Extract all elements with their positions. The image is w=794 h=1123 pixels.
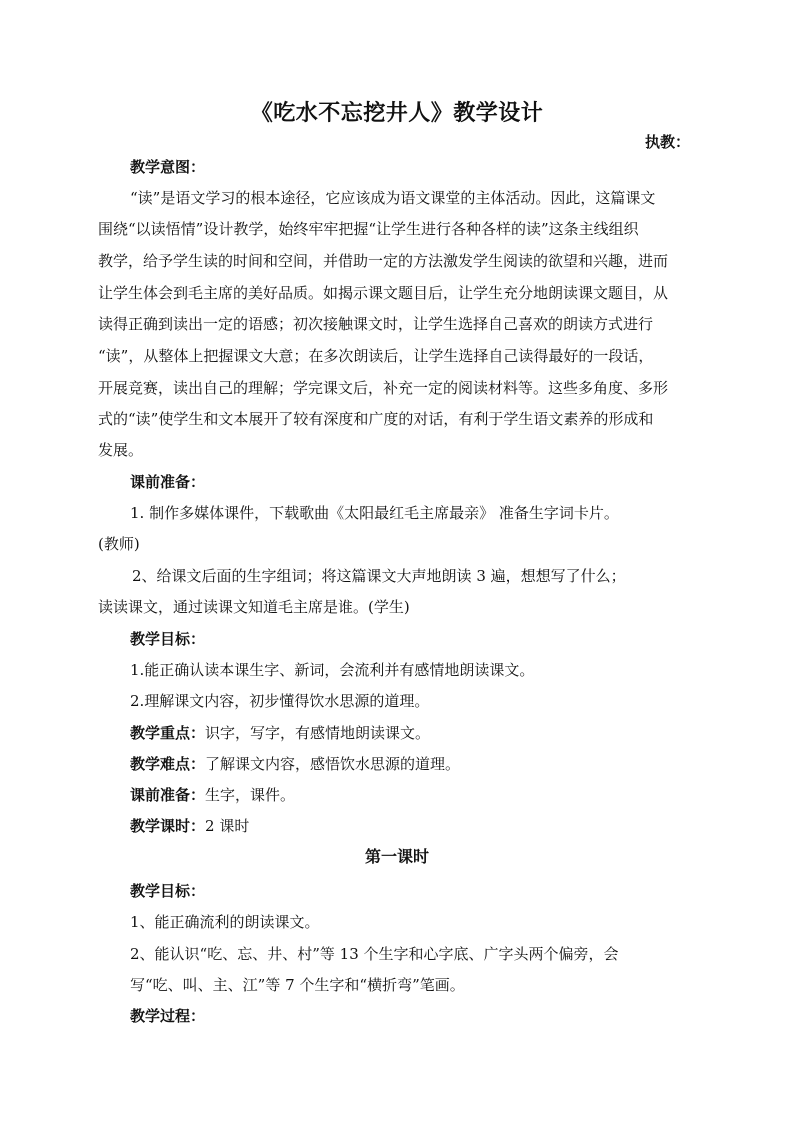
intent-line: 教学，给予学生读的时间和空间，并借助一定的方法激发学生阅读的欲望和兴趣，进而 xyxy=(98,252,669,270)
intent-line: 开展竞赛，读出自己的理解；学完课文后，补充一定的阅读材料等。这些多角度、多形 xyxy=(98,379,669,397)
difficulty xyxy=(130,754,460,774)
document-title: 《吃水不忘挖井人》教学设计 xyxy=(250,100,544,126)
intent-line: “读”是语文学习的根本途径，它应该成为语文课堂的主体活动。因此，这篇课文 xyxy=(130,189,656,207)
prep-materials-label: 课前准备： xyxy=(130,786,206,804)
key-point-text: 识字，写字，有感情地朗读课文。 xyxy=(205,724,431,742)
intent-line: 围绕“以读悟情”设计教学，始终牢牢把握“让学生进行各种各样的读”这条主线组织 xyxy=(98,220,639,238)
lesson1-goal: 2、能认识“吃、忘、井、村”等 13 个生字和心字底、广字头两个偏旁，会 xyxy=(130,945,619,963)
intent-line: 发展。 xyxy=(98,441,144,459)
prep-materials xyxy=(130,785,295,805)
lesson-hours-text: 2 课时 xyxy=(205,817,250,835)
intent-line: “读”，从整体上把握课文大意；在多次朗读后，让学生选择自己读得最好的一段话， xyxy=(98,347,654,365)
teacher-label: 执教： xyxy=(644,133,690,151)
goal-item: 2.理解课文内容，初步懂得饮水思源的道理。 xyxy=(130,692,430,710)
lesson1-goal: 1、能正确流利的朗读课文。 xyxy=(130,913,320,931)
lesson-hours xyxy=(130,816,249,836)
prep-item: 1. 制作多媒体课件，下载歌曲《太阳最红毛主席最亲》 准备生字词卡片。 xyxy=(130,504,619,522)
lesson-hours-label: 教学课时： xyxy=(130,817,206,835)
prep-item-cont: 读读课文，通过读课文知道毛主席是谁。(学生) xyxy=(98,598,410,616)
process-heading: 教学过程： xyxy=(130,1007,206,1025)
prep-heading: 课前准备： xyxy=(130,473,206,491)
intent-heading: 教学意图： xyxy=(130,158,206,176)
difficulty-label: 教学难点： xyxy=(130,755,206,773)
prep-item: 2、给课文后面的生字组词；将这篇课文大声地朗读 3 遍，想想写了什么； xyxy=(132,567,626,585)
intent-line: 让学生体会到毛主席的美好品质。如揭示课文题目后，让学生充分地朗读课文题目，从 xyxy=(98,284,669,302)
lesson1-heading: 第一课时 xyxy=(364,847,429,866)
prep-item-cont: (教师) xyxy=(98,535,140,553)
lesson1-goal-cont: 写“吃、叫、主、江”等 7 个生字和“横折弯”笔画。 xyxy=(130,976,465,994)
goals-heading: 教学目标： xyxy=(130,630,206,648)
lesson1-goals-heading: 教学目标： xyxy=(130,882,206,900)
key-point xyxy=(130,723,430,743)
intent-line: 读得正确到读出一定的语感；初次接触课文时，让学生选择自己喜欢的朗读方式进行 xyxy=(98,315,654,333)
key-point-label: 教学重点： xyxy=(130,724,206,742)
difficulty-text: 了解课文内容，感悟饮水思源的道理。 xyxy=(205,755,461,773)
prep-materials-text: 生字，课件。 xyxy=(205,786,296,804)
goal-item: 1.能正确认读本课生字、新词，会流利并有感情地朗读课文。 xyxy=(130,661,535,679)
intent-line: 式的“读”使学生和文本展开了较有深度和广度的对话，有利于学生语文素养的形成和 xyxy=(98,410,654,428)
